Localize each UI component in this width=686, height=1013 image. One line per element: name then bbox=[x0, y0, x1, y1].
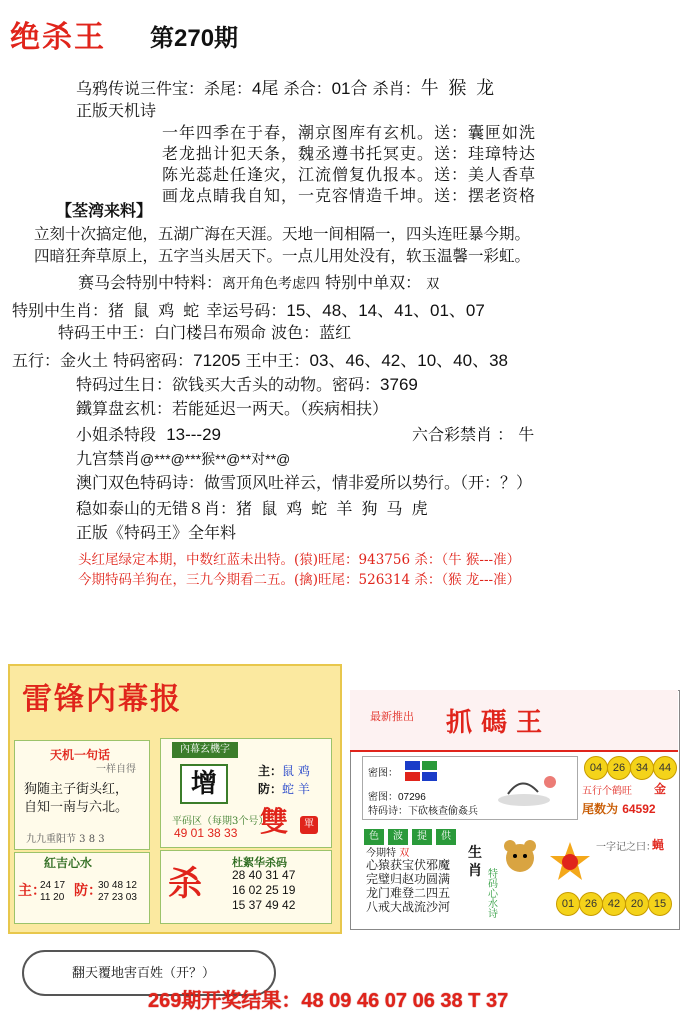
tema-value: 下砍核查偷姦兵 bbox=[408, 806, 478, 817]
big-char: 增 bbox=[180, 764, 228, 804]
xinshui-nums-b: 30 48 12 bbox=[98, 880, 137, 891]
wuxing-value: 金火土 bbox=[60, 351, 109, 370]
mima-code-line bbox=[368, 788, 426, 803]
poem-line: 一年四季在于春，潮京图库有玄机。送：囊匣如洗 bbox=[162, 123, 537, 142]
tema-label: 特码诗： bbox=[368, 806, 408, 817]
color-tag: 色 bbox=[364, 829, 384, 845]
miss-value: 13---29 bbox=[166, 425, 221, 444]
kill-code-row: 28 40 31 47 bbox=[232, 868, 296, 882]
birthday-label: 特码过生日： bbox=[76, 375, 173, 394]
jiugong-line bbox=[76, 446, 290, 469]
left-paper-title: 雷锋内幕报 bbox=[22, 682, 182, 717]
wuxing-label: 五行： bbox=[12, 351, 61, 370]
special-zodiac-label: 特别中生肖： bbox=[12, 301, 109, 320]
ball-bottom: 26 bbox=[579, 892, 603, 916]
ball-top: 26 bbox=[607, 756, 631, 780]
special-zodiac-line bbox=[12, 296, 485, 321]
fang-value: 蛇 羊 bbox=[282, 782, 310, 796]
verse-line: 八戒大战流沙河 bbox=[366, 900, 451, 914]
ball-top: 34 bbox=[630, 756, 654, 780]
xinshui-fang: 防： bbox=[74, 883, 102, 899]
kill-char: 杀 bbox=[168, 864, 202, 904]
kill-code-row: 15 37 49 42 bbox=[232, 898, 296, 912]
danshuang-value: 双 bbox=[426, 277, 440, 292]
zhu-label: 主： bbox=[258, 764, 283, 778]
tianji-poem-line: 狗随主子街头红， bbox=[24, 782, 129, 797]
wuhang-label: 五行个鹤旺 bbox=[582, 786, 632, 797]
abacus-value: 若能延迟一两天。（疾病相扶） bbox=[172, 399, 389, 418]
lucky-value: 15、48、14、41、01、07 bbox=[286, 301, 485, 320]
abacus-label: 鐵算盘玄机： bbox=[76, 399, 173, 418]
red-line: 今期特码羊狗在，三九今期看二五。(擒)旺尾：526314 杀：（猴 龙---准） bbox=[78, 572, 521, 588]
birthday-line bbox=[76, 372, 418, 395]
danshuang-label: 特别中单双： bbox=[325, 273, 422, 292]
mima-code-label: 密图： bbox=[368, 792, 398, 803]
verse-line: 完璧归赵功圆满 bbox=[366, 872, 451, 886]
quanwan-title: 【荃湾来料】 bbox=[56, 201, 153, 220]
rooster-icon bbox=[548, 840, 592, 884]
tail-num-label: 尾数为 bbox=[582, 802, 619, 816]
password-value: 3769 bbox=[380, 375, 418, 394]
zodiac-value: 牛 猴 龙 bbox=[420, 78, 497, 99]
kill-code-title: 杜絮华杀码 bbox=[232, 856, 287, 869]
tail-num-value: 64592 bbox=[622, 802, 656, 816]
ball-bottom: 01 bbox=[556, 892, 580, 916]
yizi-label: 一字记之曰： bbox=[596, 842, 656, 853]
yizi-value: 蝇 bbox=[652, 838, 665, 852]
kill-code-row: 16 02 25 19 bbox=[232, 883, 296, 897]
zhu-line bbox=[258, 762, 310, 779]
red-line: 头红尾绿定本期，中数红蓝未出特。(猿)旺尾：943756 杀：（牛 猴---准） bbox=[78, 552, 521, 568]
abacus-line bbox=[76, 396, 388, 419]
wave-value: 蓝红 bbox=[319, 323, 352, 342]
tianji-poem-line: 自知一南与六北。 bbox=[24, 800, 129, 815]
poem-title: 正版天机诗 bbox=[76, 101, 157, 120]
ball-top: 04 bbox=[584, 756, 608, 780]
fang-label: 防： bbox=[258, 782, 283, 796]
xinshui-nums-a: 24 17 bbox=[40, 880, 66, 891]
ink-painting-icon bbox=[494, 764, 570, 812]
macau-value: 做雪顶风吐祥云，情非爱所以势行。（开：？） bbox=[204, 473, 533, 492]
poem-line: 老龙拙计犯天条，魏丞遵书托冥吏。送：珪璋特达 bbox=[162, 144, 537, 163]
jiugong-value: @***@***猴**@**对**@ bbox=[140, 451, 291, 467]
color-tag: 提 bbox=[412, 829, 432, 845]
code-value: 71205 bbox=[193, 351, 241, 370]
king-value: 03、46、42、10、40、38 bbox=[309, 351, 508, 370]
tail-value: 4尾 bbox=[252, 79, 279, 98]
king-label: 王中王： bbox=[245, 351, 310, 370]
tema-line bbox=[368, 802, 478, 817]
quanwan-line: 四暗狂奔草原上，五字当头居天下。一点儿用处没有，软玉温馨一彩虹。 bbox=[34, 247, 531, 265]
macau-line bbox=[76, 470, 532, 493]
wave-label: 波色： bbox=[271, 323, 320, 342]
wuxing-line bbox=[12, 346, 508, 371]
zodiac-label: 杀肖： bbox=[372, 79, 421, 98]
password-label: 密码： bbox=[332, 375, 381, 394]
fang-line bbox=[258, 780, 310, 797]
zodiac-tag-value: 双 bbox=[399, 848, 410, 859]
grid-sub: 平码区（每期3个号） bbox=[172, 816, 269, 827]
xinshui-zhu: 主： bbox=[18, 883, 46, 899]
lucky-label: 幸运号码： bbox=[206, 301, 287, 320]
tema-wang-line bbox=[58, 320, 351, 343]
verse-line: 心猿获宝伏邪魔 bbox=[366, 858, 451, 872]
saima-value: 离开角色考虑四 bbox=[222, 276, 321, 292]
side-note: 特码心水诗 bbox=[488, 869, 498, 920]
ball-bottom: 20 bbox=[625, 892, 649, 916]
tail-line-label: 乌鸦传说三件宝：杀尾： bbox=[76, 79, 253, 98]
tail-line bbox=[76, 74, 496, 100]
poem-line: 画龙点睛我自知，一克容情造千坤。送：摆老资格 bbox=[162, 186, 537, 205]
lhc-line bbox=[412, 422, 534, 445]
special-zodiac-value: 猪 鼠 鸡 蛇 bbox=[108, 301, 202, 320]
single-tag: 單 bbox=[300, 816, 318, 834]
grid-title: 內幕玄機字 bbox=[172, 742, 238, 758]
grid-nums: 49 01 38 33 bbox=[174, 826, 238, 840]
birthday-value: 欲钱买大舌头的动物。 bbox=[172, 375, 333, 394]
verse-line: 龙门难登二四五 bbox=[366, 886, 451, 900]
color-tag: 波 bbox=[388, 829, 408, 845]
wuhang-jin: 金 bbox=[654, 782, 667, 796]
double-char: 雙 bbox=[260, 805, 289, 838]
zodiac-tag-label: 今期特 bbox=[366, 848, 396, 859]
macau-label: 澳门双色特码诗： bbox=[76, 473, 205, 492]
color-tags bbox=[364, 824, 456, 845]
mima-label: 密图： bbox=[368, 768, 398, 779]
fullyear-line: 正版《特码王》全年料 bbox=[76, 523, 237, 542]
zhu-value: 鼠 鸡 bbox=[282, 764, 310, 778]
side-char: 肖 bbox=[468, 863, 482, 879]
tail-num-line bbox=[582, 800, 656, 817]
jiugong-label: 九宫禁肖 bbox=[76, 449, 141, 468]
tianji-sub: 一样自得 bbox=[96, 764, 136, 775]
kill-label: 杀合： bbox=[283, 79, 332, 98]
miss-line bbox=[76, 422, 221, 445]
xinshui-nums-a: 11 20 bbox=[40, 892, 65, 903]
ball-bottom: 42 bbox=[602, 892, 626, 916]
side-char: 生 bbox=[468, 845, 482, 861]
issue-number: 第270期 bbox=[150, 25, 239, 52]
kill-value: 01合 bbox=[331, 79, 368, 98]
brand-title: 绝杀王 bbox=[10, 20, 106, 55]
last-result: 269期开奖结果：48 09 46 07 06 38 T 37 bbox=[148, 990, 509, 1012]
taishan-value: 猪 鼠 鸡 蛇 羊 狗 马 虎 bbox=[236, 499, 430, 518]
lhc-value: 牛 bbox=[518, 425, 535, 444]
lhc-label: 六合彩禁肖 ： bbox=[412, 425, 514, 444]
xinshui-nums-b: 27 23 03 bbox=[98, 892, 137, 903]
taishan-label: 稳如泰山的无错８肖： bbox=[76, 499, 237, 518]
tema-wang-label: 特码王中王： bbox=[58, 323, 155, 342]
right-paper-title: 抓 碼 王 bbox=[446, 708, 543, 738]
saima-line bbox=[78, 270, 439, 293]
ball-top: 44 bbox=[653, 756, 677, 780]
miss-label: 小姐杀特段 bbox=[76, 425, 157, 444]
mouse-icon bbox=[500, 836, 540, 876]
taishan-line bbox=[76, 496, 430, 519]
tianji-title: 天机一句话 bbox=[50, 748, 111, 762]
code-label: 特码密码： bbox=[113, 351, 194, 370]
ball-bottom: 15 bbox=[648, 892, 672, 916]
xinshui-title: 紅吉心水 bbox=[44, 856, 93, 870]
quanwan-line: 立刻十次搞定他，五湖广海在天涯。天地一间相隔一，四头连旺暴今期。 bbox=[34, 225, 531, 243]
cloud-text: 翻天覆地害百姓（开？） bbox=[72, 966, 216, 981]
poem-line: 陈光蕊赴任逢灾，江流僧复仇报本。送：美人香草 bbox=[162, 165, 537, 184]
saima-label: 赛马会特别中特料： bbox=[78, 273, 223, 292]
tema-wang-value: 白门楼吕布殒命 bbox=[154, 323, 267, 342]
right-band-small: 最新推出 bbox=[370, 710, 414, 723]
tianji-note: 九九重阳节 3 8 3 bbox=[26, 834, 105, 845]
mima-code-value: 07296 bbox=[398, 792, 426, 803]
color-tag: 供 bbox=[436, 829, 456, 845]
logo-icon bbox=[404, 760, 438, 782]
